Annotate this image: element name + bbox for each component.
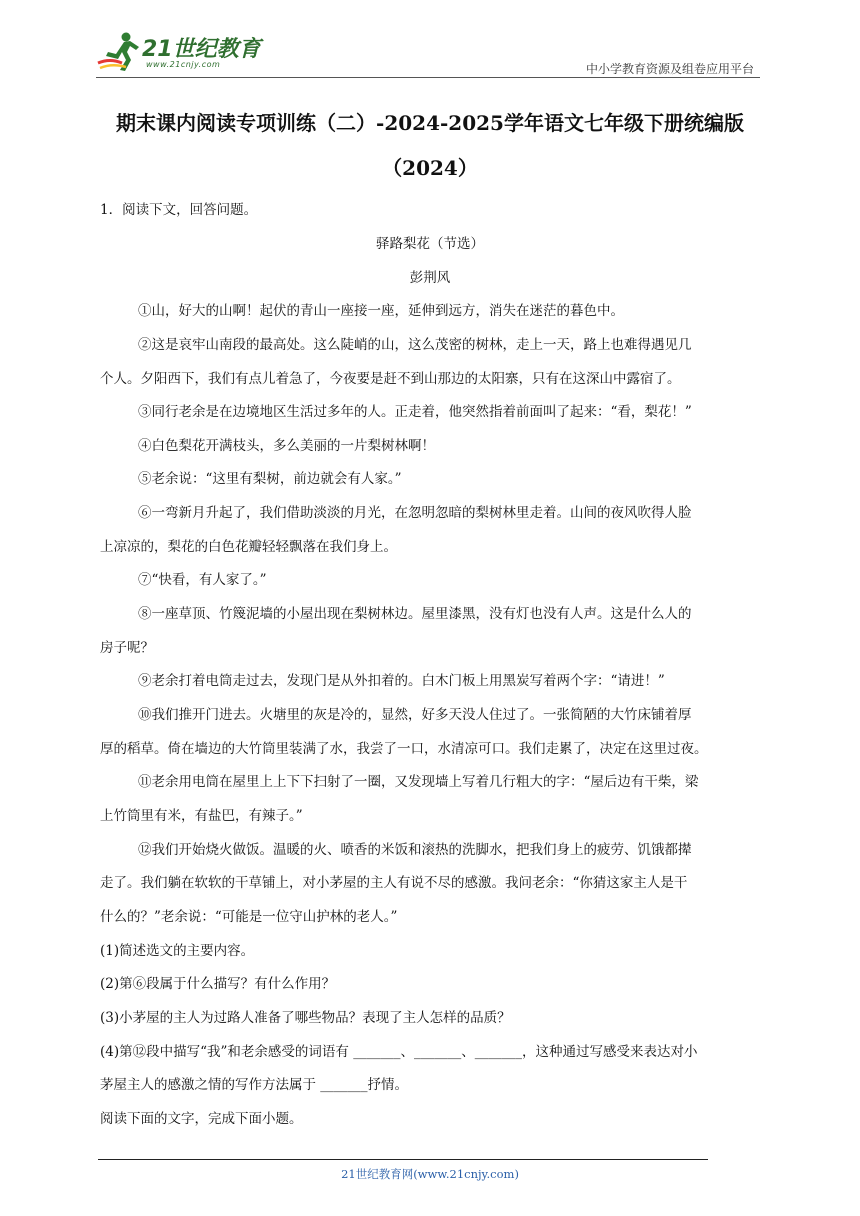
passage-line: ④白色梨花开满枝头，多么美丽的一片梨树林啊！	[138, 438, 435, 454]
header-divider	[96, 77, 760, 78]
subquestion: (2)第⑥段属于什么描写？有什么作用？	[100, 976, 336, 992]
passage-line: ③同行老余是在边境地区生活过多年的人。正走着，他突然指着前面叫了起来：“看，梨花！”	[138, 404, 692, 420]
passage-line: 房子呢？	[100, 640, 154, 656]
page-header	[96, 30, 760, 78]
passage-line: 什么的？”老余说：“可能是一位守山护林的老人。”	[100, 909, 398, 925]
subquestion: 茅屋主人的感激之情的写作方法属于 _______抒情。	[100, 1077, 409, 1093]
passage-line: 走了。我们躺在软软的干草铺上，对小茅屋的主人有说不尽的感激。我问老余：“你猜这家主人是干	[100, 875, 688, 891]
runner-logo-icon	[96, 30, 142, 72]
question-intro: 1．阅读下文，回答问题。	[100, 202, 258, 218]
passage-line: ⑤老余说：“这里有梨树，前边就会有人家。”	[138, 471, 402, 487]
brand-name: 21世纪教育	[142, 37, 261, 62]
passage-title: 驿路梨花（节选）	[376, 236, 484, 252]
page-title-year: （2024）	[382, 156, 478, 180]
subquestion: (3)小茅屋的主人为过路人准备了哪些物品？表现了主人怎样的品质？	[100, 1010, 511, 1026]
passage-line: ⑪老余用电筒在屋里上上下下扫射了一圈，又发现墙上写着几行粗大的字：“屋后边有干柴，梁	[138, 774, 699, 790]
logo	[96, 30, 266, 74]
passage-line: ①山，好大的山啊！起伏的青山一座接一座，延伸到远方，消失在迷茫的暮色中。	[138, 303, 624, 319]
passage-line: ②这是哀牢山南段的最高处。这么陡峭的山，这么茂密的树林，走上一天，路上也难得遇见几	[138, 337, 692, 353]
next-section-intro: 阅读下面的文字，完成下面小题。	[100, 1111, 303, 1127]
passage-author: 彭荆风	[409, 270, 451, 286]
footer-divider	[98, 1159, 708, 1160]
passage-line: ⑫我们开始烧火做饭。温暖的火、喷香的米饭和滚热的洗脚水，把我们身上的疲劳、饥饿都撵	[138, 842, 692, 858]
passage-line: ⑨老余打着电筒走过去，发现门是从外扣着的。白木门板上用黑炭写着两个字：“请进！”	[138, 673, 665, 689]
footer-text: 21世纪教育网(www.21cnjy.com)	[341, 1167, 519, 1181]
passage-line: 厚的稻草。倚在墙边的大竹筒里装满了水，我尝了一口，水清凉可口。我们走累了，决定在这里过夜。	[100, 741, 708, 757]
platform-label: 中小学教育资源及组卷应用平台	[585, 62, 754, 76]
brand-url: www.21cnjy.com	[146, 60, 221, 69]
subquestion: (1)简述选文的主要内容。	[100, 943, 255, 959]
subquestion: (4)第⑫段中描写“我”和老余感受的词语有 _______、_______、_______，这种通过写感受来表达对小	[100, 1044, 698, 1060]
passage-line: ⑦“快看，有人家了。”	[138, 572, 267, 588]
passage-line: ⑩我们推开门进去。火塘里的灰是冷的，显然，好多天没人住过了。一张简陋的大竹床铺着厚	[138, 707, 692, 723]
passage-line: 个人。夕阳西下，我们有点儿着急了，今夜要是赶不到山那边的太阳寨，只有在这深山中露宿了。	[100, 371, 681, 387]
passage-line: ⑥一弯新月升起了，我们借助淡淡的月光，在忽明忽暗的梨树林里走着。山间的夜风吹得人脸	[138, 505, 692, 521]
passage-line: ⑧一座草顶、竹篾泥墙的小屋出现在梨树林边。屋里漆黑，没有灯也没有人声。这是什么人的	[138, 606, 692, 622]
passage-line: 上凉凉的，梨花的白色花瓣轻轻飘落在我们身上。	[100, 539, 397, 555]
page-title: 期末课内阅读专项训练（二）-2024-2025学年语文七年级下册统编版	[116, 111, 744, 135]
passage-line: 上竹筒里有米，有盐巴，有辣子。”	[100, 808, 303, 824]
